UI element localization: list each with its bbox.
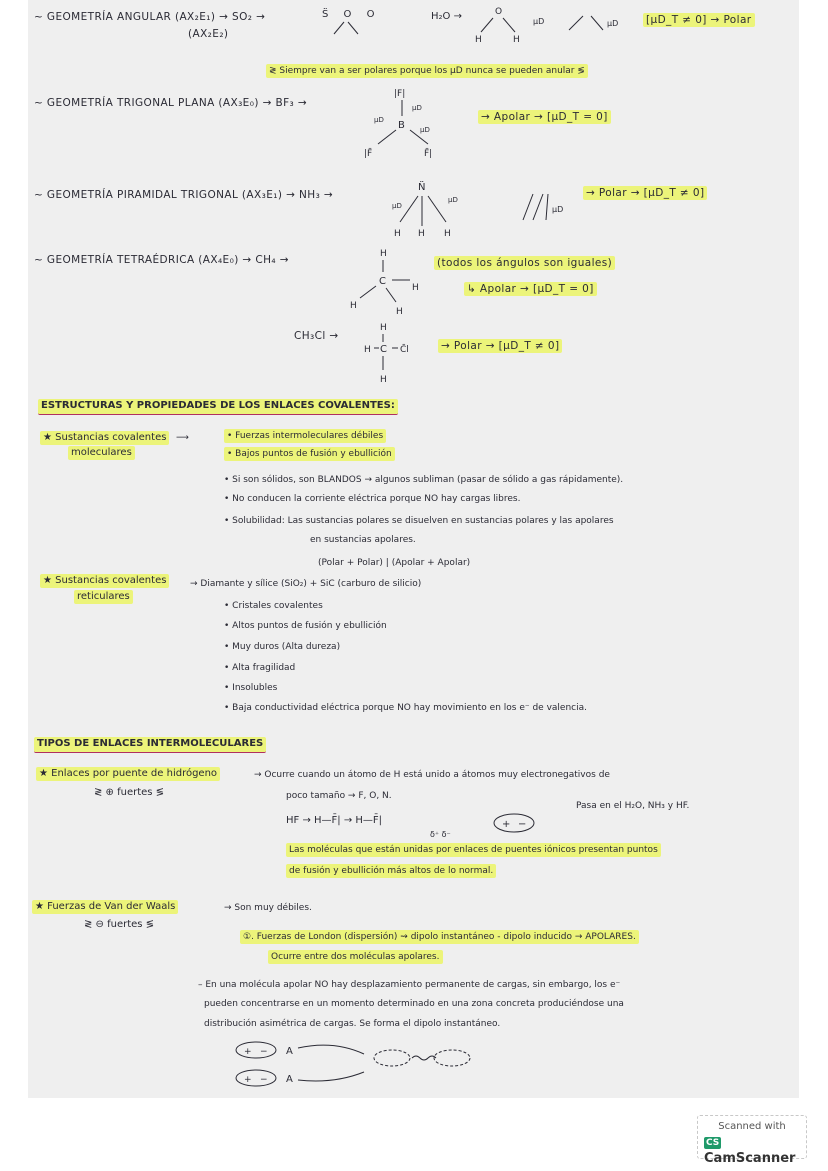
- svg-text:H: H: [396, 307, 403, 317]
- svg-text:|F|: |F|: [394, 89, 406, 99]
- svg-text:μD: μD: [412, 104, 422, 112]
- angular-polar-box: [μD_T ≠ 0] → Polar: [643, 13, 755, 27]
- svg-text:N̈: N̈: [418, 182, 426, 193]
- retic-item-3: • Muy duros (Alta dureza): [224, 642, 341, 652]
- svg-text:H: H: [380, 249, 387, 259]
- ch4-result: ↳ Apolar → [μD_T = 0]: [464, 282, 597, 296]
- svg-text:μD: μD: [607, 19, 619, 28]
- svg-text:O: O: [495, 7, 503, 17]
- puente-line-3: Las moléculas que están unidas por enlaces de puentes iónicos presentan puntos: [286, 843, 661, 857]
- hf-diagram: HF → H—F̄| → H—F̄|: [286, 815, 383, 826]
- ch3cl-result: → Polar → [μD_T ≠ 0]: [438, 339, 562, 353]
- svg-text:μD: μD: [392, 202, 402, 210]
- svg-text:F̄|: F̄|: [424, 149, 433, 159]
- retic-item-6: • Baja conductividad eléctrica porque NO hay movimiento en los e⁻ de valencia.: [224, 703, 587, 713]
- molec-item-4: • No conducen la corriente eléctrica porque NO hay cargas libres.: [224, 494, 521, 504]
- nh3-result: → Polar → [μD_T ≠ 0]: [583, 186, 707, 200]
- trigonal-plana-title: ~ GEOMETRÍA TRIGONAL PLANA (AX₃E₀) → BF₃ →: [34, 97, 308, 109]
- svg-text:H: H: [418, 229, 425, 239]
- vdw-sub: ≷ ⊖ fuertes ≶: [84, 919, 155, 930]
- camscanner-logo-icon: CS: [706, 1138, 720, 1148]
- tetraedrica-title: ~ GEOMETRÍA TETRAÉDRICA (AX₄E₀) → CH₄ →: [34, 254, 289, 266]
- svg-text:+: +: [502, 819, 511, 830]
- puente-sub: ≷ ⊕ fuertes ≶: [94, 787, 165, 798]
- molec-item-1: • Fuerzas intermoleculares débiles: [224, 429, 386, 443]
- intermoleculares-heading: TIPOS DE ENLACES INTERMOLECULARES: [34, 737, 266, 753]
- angles-note: (todos los ángulos son iguales): [434, 256, 615, 270]
- retic-item-1: • Cristales covalentes: [224, 601, 323, 611]
- svg-text:H: H: [364, 345, 371, 355]
- camscanner-watermark: [697, 1115, 807, 1166]
- london-line-4: pueden concentrarse en un momento determinado en una zona concreta produciéndose una: [204, 999, 624, 1009]
- svg-text:μD: μD: [552, 205, 564, 214]
- svg-text:A: A: [286, 1074, 293, 1085]
- so2-atoms: S̈ O O: [322, 9, 381, 20]
- svg-text:H: H: [513, 35, 520, 45]
- hf-charges: δ⁺ δ⁻: [430, 830, 451, 839]
- piramidal-title: ~ GEOMETRÍA PIRAMIDAL TRIGONAL (AX₃E₁) → NH₃ →: [34, 189, 334, 201]
- svg-text:H: H: [350, 301, 357, 311]
- svg-text:μD: μD: [533, 17, 545, 26]
- svg-text:μD: μD: [374, 116, 384, 124]
- bf3-result: → Apolar → [μD_T = 0]: [478, 110, 611, 124]
- svg-text:−: −: [260, 1047, 268, 1057]
- scanned-with-label: Scanned with: [718, 1121, 786, 1132]
- svg-text:H: H: [380, 375, 387, 385]
- svg-text:C̄l: C̄l: [400, 345, 409, 355]
- retic-item-2: • Altos puntos de fusión y ebullición: [224, 621, 387, 631]
- angular-title: ~ GEOMETRÍA ANGULAR (AX₂E₁) → SO₂ →: [34, 11, 266, 23]
- bf3-diagram: [358, 86, 468, 166]
- svg-text:H: H: [412, 283, 419, 293]
- puente-line-4: de fusión y ebullición más altos de lo normal.: [286, 864, 496, 878]
- svg-text:B: B: [398, 120, 405, 131]
- notebook-page: ~ GEOMETRÍA ANGULAR (AX₂E₁) → SO₂ → (AX₂E₂) S̈ O O H₂O → O H H μD μD [μD_T ≠ 0] → Polar ≷ Siempre van a ser polares porque los μD nunca se pueden anular ≶ ~ GEOMETRÍA TRIGONAL PLANA (AX₃E₀) → BF₃ → |F| B |F̄ F̄| μD μD μD → Apolar → [μD_T = 0] ~ GEOMETRÍA PIRAMIDAL TRIGONAL (AX₃E₁) → NH₃ → N̈ H H H μD μD μD → Polar → [μD_T ≠ 0] ~ GEOMETRÍA TETRAÉDRICA (AX₄E₀) → CH₄ → H C H H H (todos los ángulos son iguales) ↳ Apolar → [μD_T = 0] CH₃Cl → H H C C̄l H → Polar → [μD_T ≠ 0] ESTRUCTURAS Y PROPIEDADES DE LOS ENLACES COVALENTES: ★ Sustancias covalentes moleculares ⟶ • Fuerzas intermoleculares débiles • Bajos puntos de fusión y ebullición • Si son sólidos, son BLANDOS → algunos subliman (pasar de sólido a gas rápidamente). • No conducen la corriente eléctrica porque NO hay cargas libres. • Solubilidad: Las sustancias polares se disuelven en sustancias polares y las apolares en sustancias apolares. (Polar + Polar) | (Apolar + Apolar) ★ Sustancias covalentes reticulares → Diamante y sílice (SiO₂) + SiC (carburo de silicio) • Cristales covalentes • Altos puntos de fusión y ebullición • Muy duros (Alta dureza) • Alta fragilidad • Insolubles • Baja conductividad eléctrica porque NO hay movimiento en los e⁻ de valencia. TIPOS DE ENLACES INTERMOLECULARES ★ Enlaces por puente de hidrógeno ≷ ⊕ fuertes ≶ → Ocurre cuando un átomo de H está unido a átomos muy electronegativos de poco tamaño → F, O, N. Pasa en el H₂O, NH₃ y HF. HF → H—F̄| → H—F̄| δ⁺ δ⁻ + − Las moléculas que están unidas por enlaces de puentes iónicos presentan puntos de fusión y ebullición más altos de lo normal. ★ Fuerzas de Van der Waals ≷ ⊖ fuertes ≶ → Son muy débiles. ①. Fuerzas de London (dispersión) ⇝ dipolo instantáneo - dipolo inducido → APOLARES. Ocurre entre dos moléculas apolares. – En una molécula apolar NO hay desplazamiento permanente de cargas, sin embargo, los e⁻ pueden concentrarse en un momento determinado en una zona concreta produciéndose una distribución asimétrica de cargas. Se forma el dipolo instantáneo. + − A + − A: [28, 0, 799, 1098]
- vdw-intro: → Son muy débiles.: [224, 903, 312, 913]
- molec-item-7: (Polar + Polar) | (Apolar + Apolar): [318, 558, 471, 568]
- svg-text:C: C: [379, 276, 386, 287]
- svg-text:−: −: [518, 819, 527, 830]
- svg-text:H: H: [444, 229, 451, 239]
- angular-note: ≷ Siempre van a ser polares porque los μD nunca se pueden anular ≶: [266, 64, 588, 78]
- svg-text:+: +: [244, 1075, 252, 1085]
- camscanner-brand: CamScanner: [704, 1151, 796, 1166]
- london-line-5: distribución asimétrica de cargas. Se forma el dipolo instantáneo.: [204, 1019, 501, 1029]
- induced-dipole-diagram: [234, 1040, 494, 1090]
- svg-text:−: −: [260, 1075, 268, 1085]
- nh3-diagram: [388, 180, 588, 240]
- retic-item-5: • Insolubles: [224, 683, 278, 693]
- svg-text:A: A: [286, 1046, 293, 1057]
- retic-label: ★ Sustancias covalentes: [40, 574, 169, 588]
- h2o-label: H₂O →: [431, 11, 462, 22]
- london-line-3: – En una molécula apolar NO hay desplazamiento permanente de cargas, sin embargo, los e⁻: [198, 980, 621, 990]
- covalentes-heading: ESTRUCTURAS Y PROPIEDADES DE LOS ENLACES COVALENTES:: [38, 399, 398, 415]
- svg-text:+: +: [244, 1047, 252, 1057]
- svg-text:μD: μD: [420, 126, 430, 134]
- ch3cl-label: CH₃Cl →: [294, 330, 339, 342]
- angular-subtitle: (AX₂E₂): [188, 28, 229, 40]
- puente-side: Pasa en el H₂O, NH₃ y HF.: [576, 801, 690, 811]
- puente-label: ★ Enlaces por puente de hidrógeno: [36, 767, 220, 781]
- retic-intro: → Diamante y sílice (SiO₂) + SiC (carburo de silicio): [190, 579, 422, 589]
- dipole-icon: [492, 813, 536, 833]
- puente-line-2: poco tamaño → F, O, N.: [286, 791, 392, 801]
- molec-item-6: en sustancias apolares.: [310, 535, 416, 545]
- svg-text:H: H: [380, 323, 387, 333]
- molec-item-3: • Si son sólidos, son BLANDOS → algunos subliman (pasar de sólido a gas rápidamente).: [224, 475, 624, 485]
- retic-item-4: • Alta fragilidad: [224, 663, 296, 673]
- molec-item-2: • Bajos puntos de fusión y ebullición: [224, 447, 395, 461]
- molec-item-5: • Solubilidad: Las sustancias polares se disuelven en sustancias polares y las apolares: [224, 516, 614, 526]
- molec-label-2: moleculares: [68, 446, 135, 460]
- ch3cl-diagram: [346, 320, 456, 390]
- so2-diagram: [318, 8, 381, 48]
- svg-text:C: C: [380, 344, 387, 355]
- svg-text:H: H: [475, 35, 482, 45]
- svg-text:H: H: [394, 229, 401, 239]
- svg-text:|F̄: |F̄: [364, 149, 373, 159]
- retic-label-2: reticulares: [74, 590, 133, 604]
- london-line-1: ①. Fuerzas de London (dispersión) ⇝ dipolo instantáneo - dipolo inducido → APOLARES.: [240, 930, 639, 944]
- puente-line-1: → Ocurre cuando un átomo de H está unido a átomos muy electronegativos de: [254, 770, 610, 780]
- london-line-2: Ocurre entre dos moléculas apolares.: [268, 950, 443, 964]
- svg-text:μD: μD: [448, 196, 458, 204]
- vdw-label: ★ Fuerzas de Van der Waals: [32, 900, 178, 914]
- molec-label: ★ Sustancias covalentes: [40, 431, 169, 445]
